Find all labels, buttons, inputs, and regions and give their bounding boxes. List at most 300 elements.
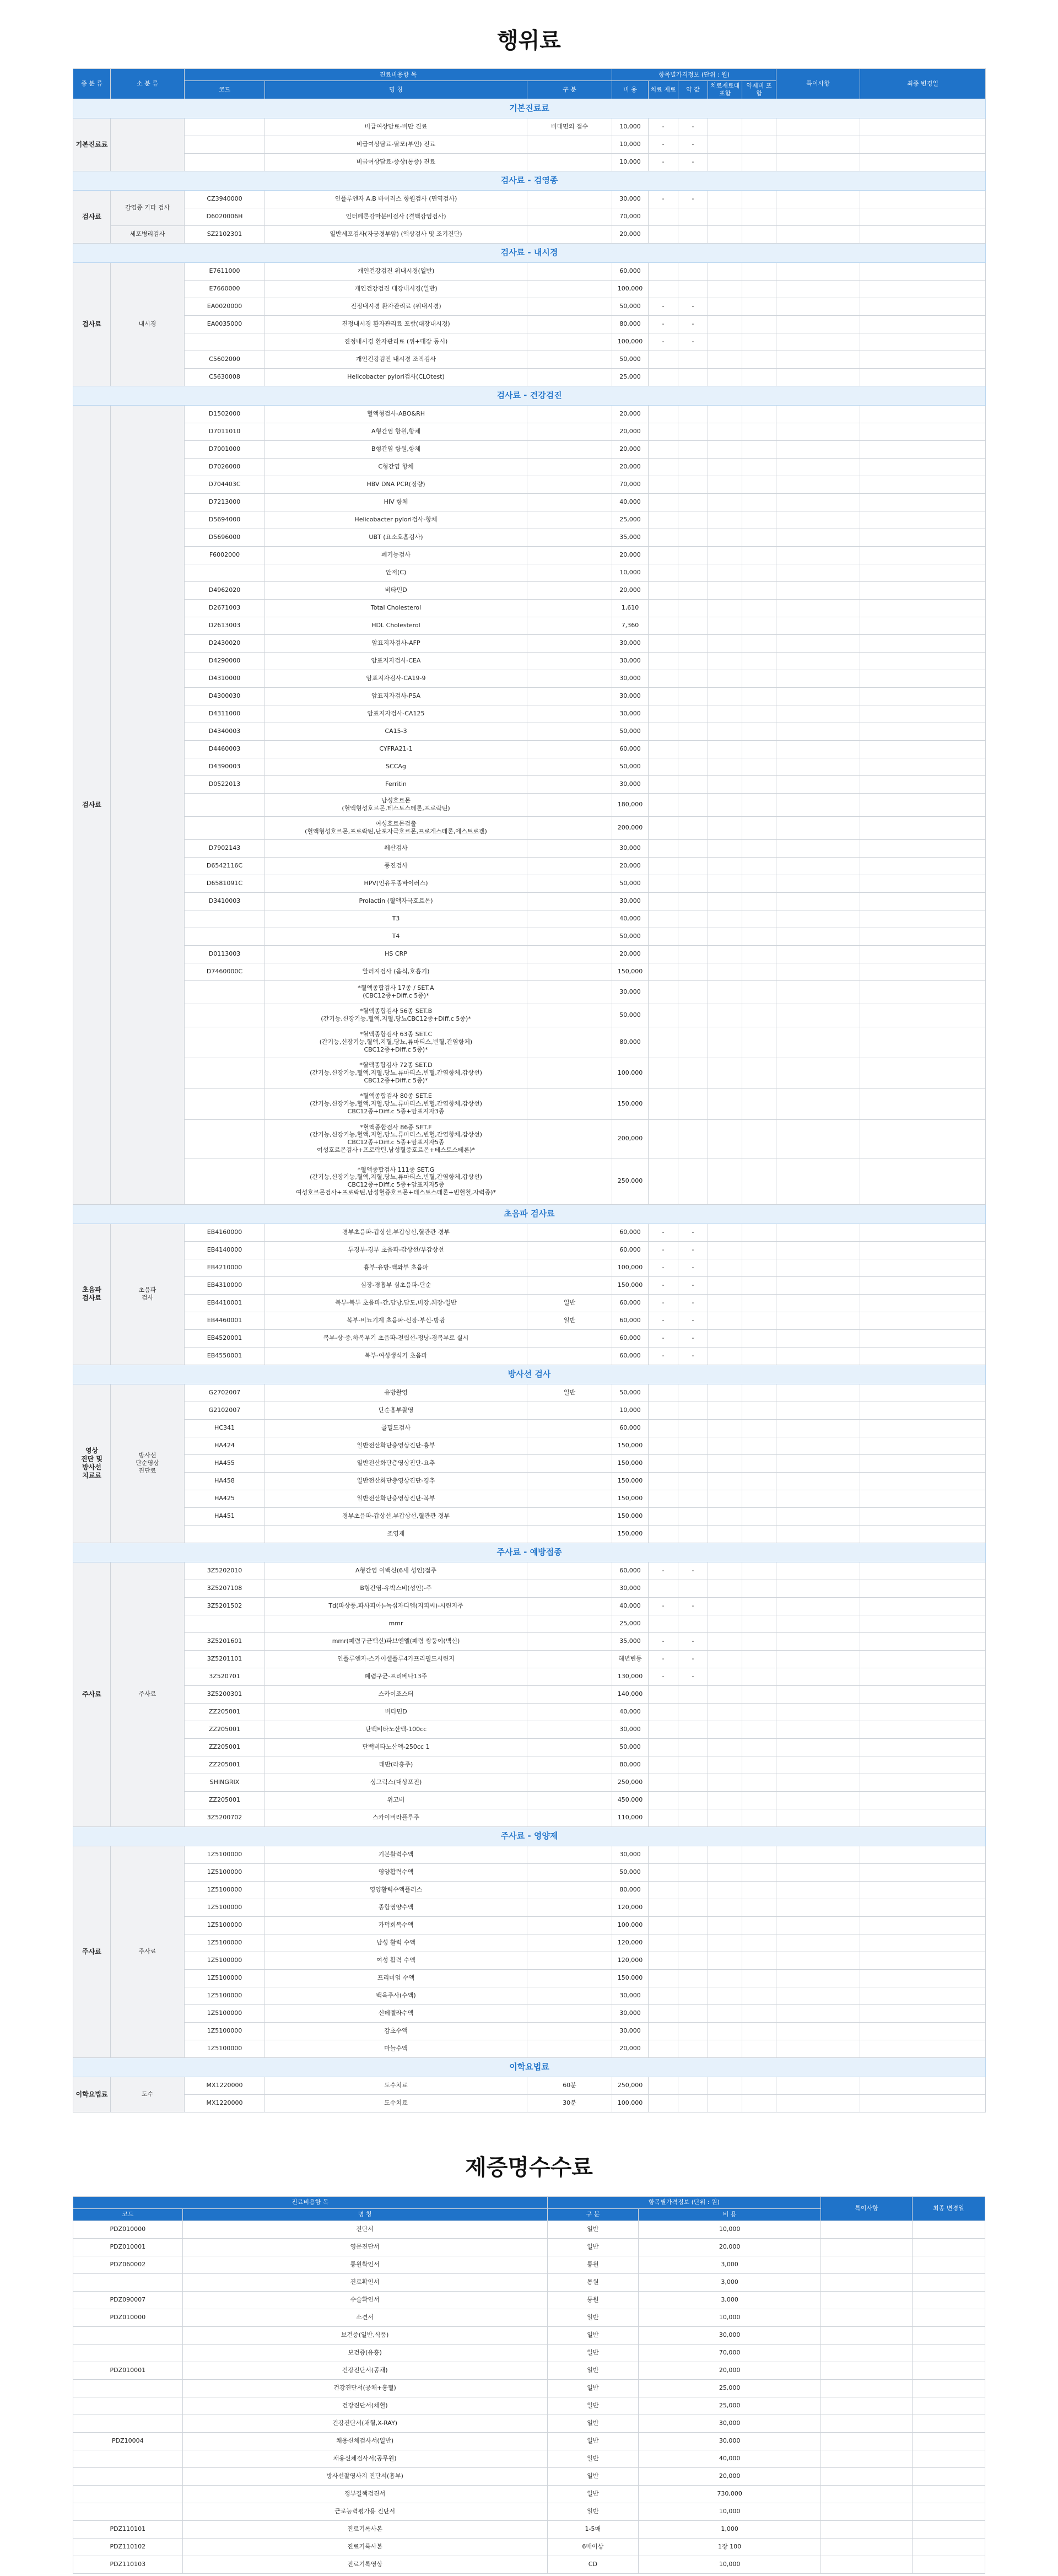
- item-drug: [678, 963, 708, 980]
- major-category: 검사료: [73, 262, 111, 386]
- table-row: [73, 740, 986, 758]
- table-row: [73, 599, 986, 617]
- item-name: C형간염 항체: [265, 458, 527, 476]
- table-row: [73, 440, 986, 458]
- item-code: 3Z5200301: [185, 1685, 265, 1703]
- item-name: Td(파상풍,파사피아)-녹십자디엠(지피씨)-시린지주: [265, 1597, 527, 1615]
- item-cost: 110,000: [612, 1809, 649, 1826]
- item-note: [776, 1402, 860, 1419]
- item-material: [649, 1756, 678, 1774]
- item-cost: 150,000: [612, 1490, 649, 1507]
- item-drug: [678, 1490, 708, 1507]
- item-drug-included: [742, 333, 776, 351]
- item-drug: [678, 875, 708, 892]
- item-drug: [678, 1419, 708, 1437]
- major-category: 검사료: [73, 190, 111, 243]
- item-updated: [860, 298, 986, 315]
- item-name: *혈액종합검사 80종 SET.E (간기능,신장기능,혈액,지혈,당뇨,류마티스,빈혈,간염항체,갑상선) CBC12종+Diff.c 5종+암표지자3종: [265, 1088, 527, 1119]
- item-type: [527, 1952, 612, 1969]
- item-type: [527, 1632, 612, 1650]
- item-material: [649, 1899, 678, 1916]
- item-drug: -: [678, 1241, 708, 1259]
- item-code: G2102007: [185, 1402, 265, 1419]
- item-note: [821, 2520, 913, 2538]
- item-drug-included: [742, 980, 776, 1004]
- item-material: -: [649, 1329, 678, 1347]
- item-cost: 150,000: [612, 963, 649, 980]
- table-row: [73, 1490, 986, 1507]
- item-note: [821, 2503, 913, 2520]
- item-note: [821, 2238, 913, 2256]
- item-material-included: [708, 1703, 742, 1721]
- item-cost: 30,000: [612, 1987, 649, 2004]
- header-sub: 코드: [73, 2208, 183, 2221]
- item-note: [776, 1791, 860, 1809]
- item-drug: [678, 1703, 708, 1721]
- table-row: [73, 208, 986, 225]
- item-name: T3: [265, 910, 527, 928]
- minor-category: 감염종 기타 검사: [111, 190, 185, 225]
- item-material-included: [708, 1329, 742, 1347]
- item-cost: 50,000: [612, 298, 649, 315]
- item-note: [776, 1276, 860, 1294]
- item-type: [527, 581, 612, 599]
- item-type: [527, 476, 612, 493]
- item-code: 1Z5100000: [185, 2022, 265, 2040]
- item-drug-included: [742, 652, 776, 670]
- item-code: [73, 2485, 183, 2503]
- item-type: [527, 1490, 612, 1507]
- header-sub: 치료재료대 포함: [708, 81, 742, 99]
- item-drug: [678, 1809, 708, 1826]
- item-note: [776, 1347, 860, 1365]
- item-drug: [678, 910, 708, 928]
- item-drug: [678, 2022, 708, 2040]
- item-name: 비급여상담료-증상(통증) 진료: [265, 153, 527, 171]
- item-code: [185, 928, 265, 945]
- item-material-included: [708, 581, 742, 599]
- item-name: 암표지자검사-CA125: [265, 705, 527, 723]
- item-drug: [678, 839, 708, 857]
- item-type: [527, 1934, 612, 1952]
- item-name: 폐렴구균-프리베나13주: [265, 1668, 527, 1685]
- item-note: [776, 1846, 860, 1863]
- item-material-included: [708, 2077, 742, 2094]
- item-material-included: [708, 1472, 742, 1490]
- item-note: [776, 1756, 860, 1774]
- item-drug-included: [742, 945, 776, 963]
- item-updated: [860, 1119, 986, 1158]
- item-code: CZ3940000: [185, 190, 265, 208]
- item-type: [527, 208, 612, 225]
- item-drug: -: [678, 190, 708, 208]
- item-drug-included: [742, 1276, 776, 1294]
- item-code: PDZ060002: [73, 2256, 183, 2273]
- item-drug-included: [742, 1685, 776, 1703]
- item-name: 비타민D: [265, 581, 527, 599]
- item-name: HS CRP: [265, 945, 527, 963]
- item-name: 혈액형검사-ABO&RH: [265, 405, 527, 423]
- item-material-included: [708, 1312, 742, 1329]
- table-row: [73, 963, 986, 980]
- item-drug-included: [742, 476, 776, 493]
- item-type: [527, 1809, 612, 1826]
- item-code: D4962020: [185, 581, 265, 599]
- item-note: [776, 1615, 860, 1632]
- item-name: HBV DNA PCR(정량): [265, 476, 527, 493]
- item-cost: 60,000: [612, 1562, 649, 1580]
- item-cost: 150,000: [612, 1525, 649, 1543]
- item-type: [527, 758, 612, 775]
- item-name: 암표지자검사-AFP: [265, 634, 527, 652]
- item-drug: [678, 928, 708, 945]
- table-row: [73, 2326, 985, 2344]
- item-material: [649, 1158, 678, 1204]
- item-updated: [860, 705, 986, 723]
- item-type: [527, 617, 612, 634]
- item-material-included: [708, 423, 742, 440]
- item-drug: [678, 1934, 708, 1952]
- item-code: EB4550001: [185, 1347, 265, 1365]
- item-updated: [860, 775, 986, 793]
- item-type: [527, 687, 612, 705]
- item-cost: 3,000: [639, 2273, 821, 2291]
- item-name: 종합영양수액: [265, 1899, 527, 1916]
- item-name: 근로능력평가용 진단서: [182, 2503, 547, 2520]
- item-cost: 60,000: [612, 740, 649, 758]
- section-header: [73, 1204, 986, 1224]
- item-material-included: [708, 368, 742, 386]
- item-material: [649, 1721, 678, 1738]
- item-cost: 35,000: [612, 529, 649, 546]
- item-code: [73, 2397, 183, 2415]
- item-note: [776, 687, 860, 705]
- item-material: [649, 1615, 678, 1632]
- item-drug: [678, 1027, 708, 1058]
- item-type: [527, 910, 612, 928]
- item-material: [649, 758, 678, 775]
- major-category: 초음파 검사료: [73, 1224, 111, 1365]
- table-row: [73, 1580, 986, 1597]
- item-drug: -: [678, 315, 708, 333]
- item-updated: [860, 945, 986, 963]
- item-drug: [678, 529, 708, 546]
- item-material: -: [649, 1241, 678, 1259]
- item-name: Ferritin: [265, 775, 527, 793]
- item-material-included: [708, 225, 742, 243]
- item-code: HA424: [185, 1437, 265, 1454]
- item-type: 일반: [547, 2309, 639, 2326]
- table-row: [73, 2022, 986, 2040]
- item-cost: 150,000: [612, 1437, 649, 1454]
- item-drug: [678, 1846, 708, 1863]
- item-drug-included: [742, 1158, 776, 1204]
- table-row: [73, 758, 986, 775]
- item-updated: [860, 1597, 986, 1615]
- item-name: 방사선촬영사지 진단서(흉부): [182, 2467, 547, 2485]
- item-note: [776, 225, 860, 243]
- item-drug: [678, 1119, 708, 1158]
- item-type: [527, 1791, 612, 1809]
- item-drug: [678, 1454, 708, 1472]
- table-row: [73, 1507, 986, 1525]
- item-name: 개인건강검진 위내시경(일반): [265, 262, 527, 280]
- item-note: [776, 1580, 860, 1597]
- item-drug-included: [742, 875, 776, 892]
- major-category: 영상 진단 및 방사선 치료료: [73, 1384, 111, 1543]
- item-type: [527, 1597, 612, 1615]
- table-row: [73, 1312, 986, 1329]
- item-material-included: [708, 775, 742, 793]
- item-drug: [678, 775, 708, 793]
- table-row: [73, 1329, 986, 1347]
- item-drug-included: [742, 910, 776, 928]
- header-sub: 비 용: [639, 2208, 821, 2221]
- item-material-included: [708, 351, 742, 368]
- major-category: 검사료: [73, 405, 111, 1204]
- item-drug: [678, 1004, 708, 1027]
- item-material-included: [708, 1685, 742, 1703]
- item-name: 알러지검사 (음식,호흡기): [265, 963, 527, 980]
- item-name: *혈액종합검사 56종 SET.B (간기능,신장기능,혈액,지혈,당뇨CBC12종+Diff.c 5종)*: [265, 1004, 527, 1027]
- item-updated: [860, 875, 986, 892]
- item-note: [776, 1597, 860, 1615]
- item-material-included: [708, 670, 742, 687]
- item-drug-included: [742, 1088, 776, 1119]
- item-drug-included: [742, 740, 776, 758]
- item-note: [776, 298, 860, 315]
- item-updated: [860, 2040, 986, 2057]
- table-row: [73, 2256, 985, 2273]
- item-note: [776, 333, 860, 351]
- item-name: 개인건강검진 대장내시경(일반): [265, 280, 527, 298]
- item-drug-included: [742, 1004, 776, 1027]
- item-drug: [678, 2077, 708, 2094]
- item-updated: [860, 1756, 986, 1774]
- item-name: *혈액종합검사 63종 SET.C (간기능,신장기능,혈액,지혈,당뇨,류마티스,빈혈,간염항체) CBC12종+Diff.c 5종)*: [265, 1027, 527, 1058]
- item-material: -: [649, 1294, 678, 1312]
- item-name: 채용신체검사서(공무원): [182, 2450, 547, 2467]
- item-note: [776, 910, 860, 928]
- item-name: 싱그릭스(대상포진): [265, 1774, 527, 1791]
- item-name: Prolactin (혈액자극호르몬): [265, 892, 527, 910]
- item-cost: 30,000: [612, 1580, 649, 1597]
- item-drug-included: [742, 1632, 776, 1650]
- item-drug: [678, 617, 708, 634]
- item-note: [776, 775, 860, 793]
- item-note: [776, 1312, 860, 1329]
- item-drug-included: [742, 368, 776, 386]
- item-drug-included: [742, 546, 776, 564]
- item-name: 여성 활력 수액: [265, 1952, 527, 1969]
- table-row: [73, 1472, 986, 1490]
- item-material-included: [708, 1632, 742, 1650]
- item-type: 일반: [527, 1312, 612, 1329]
- table-row: [73, 2004, 986, 2022]
- item-drug-included: [742, 1454, 776, 1472]
- item-drug-included: [742, 1580, 776, 1597]
- item-material: [649, 440, 678, 458]
- item-code: [185, 1525, 265, 1543]
- fee-table-body: [73, 99, 986, 2112]
- item-material-included: [708, 298, 742, 315]
- item-note: [776, 980, 860, 1004]
- item-updated: [860, 723, 986, 740]
- item-type: [527, 333, 612, 351]
- item-cost: 20,000: [639, 2362, 821, 2379]
- item-name: 프리미엄 수액: [265, 1969, 527, 1987]
- item-cost: 1,610: [612, 599, 649, 617]
- item-type: [527, 458, 612, 476]
- item-drug-included: [742, 458, 776, 476]
- item-note: [776, 136, 860, 153]
- item-material-included: [708, 440, 742, 458]
- item-type: [527, 980, 612, 1004]
- item-drug-included: [742, 1027, 776, 1058]
- item-material: -: [649, 118, 678, 136]
- item-name: 신데렐라수액: [265, 2004, 527, 2022]
- table-row: [73, 1809, 986, 1826]
- table-row: [73, 1685, 986, 1703]
- table-row: [73, 1224, 986, 1241]
- item-note: [776, 118, 860, 136]
- item-type: CD: [547, 2556, 639, 2573]
- item-drug: -: [678, 1276, 708, 1294]
- item-material: [649, 1846, 678, 1863]
- item-type: [527, 423, 612, 440]
- item-code: ZZ205001: [185, 1791, 265, 1809]
- item-code: D5696000: [185, 529, 265, 546]
- item-type: [527, 1276, 612, 1294]
- item-code: 3Z520701: [185, 1668, 265, 1685]
- item-material: -: [649, 1650, 678, 1668]
- item-code: D3410003: [185, 892, 265, 910]
- item-type: [527, 1525, 612, 1543]
- item-name: B형간염-유박스비(성인)-주: [265, 1580, 527, 1597]
- item-type: [527, 634, 612, 652]
- table-row: [73, 225, 986, 243]
- header-sub: 치료 재료: [649, 81, 678, 99]
- table-row: [73, 2344, 985, 2362]
- item-updated: [860, 225, 986, 243]
- header-note: 특이사항: [821, 2196, 913, 2221]
- item-material: -: [649, 333, 678, 351]
- item-name: HDL Cholesterol: [265, 617, 527, 634]
- item-drug: [678, 1881, 708, 1899]
- item-note: [776, 839, 860, 857]
- item-material-included: [708, 1952, 742, 1969]
- item-updated: [860, 1809, 986, 1826]
- item-cost: 60,000: [612, 1241, 649, 1259]
- table-row: [73, 493, 986, 511]
- item-drug-included: [742, 1437, 776, 1454]
- item-drug-included: [742, 1419, 776, 1437]
- table-row: [73, 775, 986, 793]
- item-updated: [860, 1419, 986, 1437]
- item-material-included: [708, 1580, 742, 1597]
- item-type: [527, 1402, 612, 1419]
- item-name: 복부-상·중,하복부기 초음파-전립선-정낭-경복부로 실시: [265, 1329, 527, 1347]
- item-name: SCCAg: [265, 758, 527, 775]
- item-cost: 1장 100: [639, 2538, 821, 2556]
- item-cost: 30,000: [639, 2326, 821, 2344]
- item-drug-included: [742, 1525, 776, 1543]
- item-name: 인터페론감마분비검사 (결핵감염검사): [265, 208, 527, 225]
- item-material-included: [708, 153, 742, 171]
- table-row: [73, 511, 986, 529]
- item-updated: [860, 2094, 986, 2112]
- item-name: HPV(인유두종바이러스): [265, 875, 527, 892]
- item-drug: [678, 458, 708, 476]
- item-code: PDZ010000: [73, 2309, 183, 2326]
- item-drug: -: [678, 1597, 708, 1615]
- item-name: *혈액종합검사 72종 SET.D (간기능,신장기능,혈액,지혈,당뇨,류마티스,빈혈,간염항체,갑상선) CBC12종+Diff.c 5종)*: [265, 1058, 527, 1088]
- item-updated: [912, 2326, 985, 2344]
- item-type: [527, 963, 612, 980]
- item-type: [527, 1703, 612, 1721]
- item-updated: [860, 1615, 986, 1632]
- item-drug-included: [742, 1846, 776, 1863]
- item-note: [821, 2326, 913, 2344]
- section-title: 기본진료료: [73, 99, 986, 118]
- item-note: [821, 2344, 913, 2362]
- item-name: 백옥주사(수액): [265, 1987, 527, 2004]
- item-material-included: [708, 1881, 742, 1899]
- item-cost: 250,000: [612, 1774, 649, 1791]
- item-note: [776, 1969, 860, 1987]
- table-row: [73, 423, 986, 440]
- item-code: [73, 2467, 183, 2485]
- item-material-included: [708, 1846, 742, 1863]
- item-code: 1Z5100000: [185, 1863, 265, 1881]
- minor-category: 주사료: [111, 1846, 185, 2057]
- item-name: 일반전산화단층영상진단-요추: [265, 1454, 527, 1472]
- header-sub: 코드: [185, 81, 265, 99]
- item-type: 일반: [547, 2397, 639, 2415]
- item-material-included: [708, 1088, 742, 1119]
- item-material: [649, 892, 678, 910]
- header-price: 항목별가격정보 (단위 : 원): [612, 69, 776, 81]
- item-cost: 40,000: [612, 910, 649, 928]
- table-row: [73, 1791, 986, 1809]
- item-note: [821, 2309, 913, 2326]
- item-drug: [678, 1738, 708, 1756]
- item-type: [527, 1158, 612, 1204]
- item-material: [649, 368, 678, 386]
- item-name: 수술확인서: [182, 2291, 547, 2309]
- item-cost: 250,000: [612, 1158, 649, 1204]
- header-sub: 구 분: [547, 2208, 639, 2221]
- item-type: 일반: [547, 2467, 639, 2485]
- item-cost: 10,000: [612, 153, 649, 171]
- item-updated: [860, 2022, 986, 2040]
- item-updated: [860, 280, 986, 298]
- item-updated: [912, 2309, 985, 2326]
- item-drug: [678, 1088, 708, 1119]
- item-updated: [860, 1241, 986, 1259]
- item-material-included: [708, 723, 742, 740]
- item-type: [527, 1119, 612, 1158]
- table-row: [73, 1241, 986, 1259]
- item-type: [527, 298, 612, 315]
- item-code: D1502000: [185, 405, 265, 423]
- table-row: [73, 2040, 986, 2057]
- item-name: 진정내시경 환자관리료 (위내시경): [265, 298, 527, 315]
- item-drug-included: [742, 1384, 776, 1402]
- item-type: [527, 816, 612, 839]
- table-row: [73, 1119, 986, 1158]
- item-drug-included: [742, 529, 776, 546]
